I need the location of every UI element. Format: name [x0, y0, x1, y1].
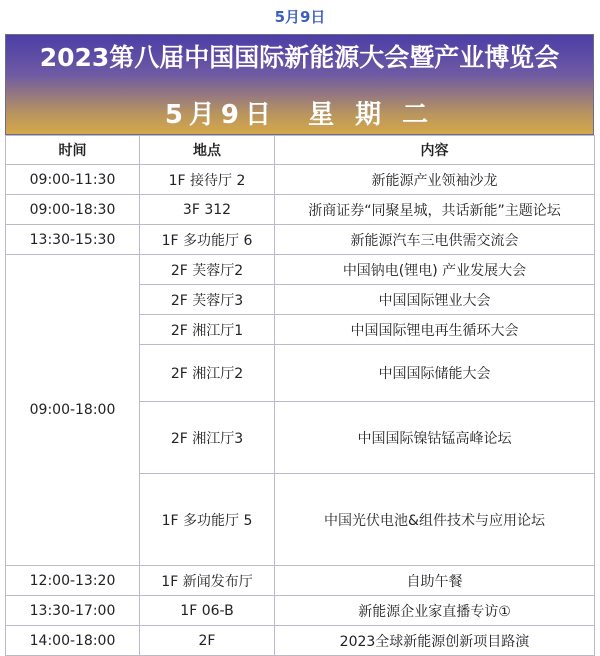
- cell-venue: 2F 芙蓉厅2: [140, 255, 275, 285]
- cell-time: 13:30-17:00: [6, 596, 140, 626]
- cell-time: 09:00-11:30: [6, 165, 140, 195]
- event-title: 2023第八届中国国际新能源大会暨产业博览会: [39, 43, 560, 72]
- cell-time: 12:00-13:20: [6, 566, 140, 596]
- cell-content: 新能源企业家直播专访①: [275, 596, 595, 626]
- banner-date: 5月9日: [164, 100, 277, 130]
- cell-venue: 2F: [140, 626, 275, 656]
- cell-venue: 1F 新闻发布厅: [140, 566, 275, 596]
- table-row: [6, 596, 595, 626]
- cell-venue: 2F 湘江厅2: [140, 345, 275, 402]
- header-content: 内容: [275, 136, 595, 165]
- cell-venue: 1F 接待厅 2: [140, 165, 275, 195]
- event-banner: [5, 34, 594, 135]
- cell-content: 中国国际锂业大会: [275, 285, 595, 315]
- banner-weekday: 星 期 二: [308, 100, 435, 130]
- cell-content: 新能源汽车三电供需交流会: [275, 225, 595, 255]
- cell-content: 浙商证券“同聚星城，共话新能”主题论坛: [275, 195, 595, 225]
- cell-time-merged: 09:00-18:00: [6, 255, 140, 566]
- cell-time: 09:00-18:30: [6, 195, 140, 225]
- cell-time: 14:00-18:00: [6, 626, 140, 656]
- table-row: [6, 195, 595, 225]
- cell-content: 自助午餐: [275, 566, 595, 596]
- cell-time: 13:30-15:30: [6, 225, 140, 255]
- cell-content: 中国国际锂电再生循环大会: [275, 315, 595, 345]
- cell-content: 中国钠电(锂电) 产业发展大会: [275, 255, 595, 285]
- cell-content: 中国国际储能大会: [275, 345, 595, 402]
- cell-venue: 1F 多功能厅 6: [140, 225, 275, 255]
- cell-venue: 1F 06-B: [140, 596, 275, 626]
- table-header-row: [6, 136, 595, 165]
- table-row: [6, 225, 595, 255]
- date-label: 5月9日: [274, 8, 326, 26]
- cell-content: 2023全球新能源创新项目路演: [275, 626, 595, 656]
- table-row: [6, 165, 595, 195]
- banner-date-line: [6, 99, 593, 131]
- cell-venue: 2F 湘江厅3: [140, 402, 275, 474]
- cell-venue: 2F 芙蓉厅3: [140, 285, 275, 315]
- cell-venue: 2F 湘江厅1: [140, 315, 275, 345]
- cell-venue: 3F 312: [140, 195, 275, 225]
- cell-content: 中国光伏电池&组件技术与应用论坛: [275, 474, 595, 566]
- table-row: [6, 566, 595, 596]
- table-row: [6, 626, 595, 656]
- cell-venue: 1F 多功能厅 5: [140, 474, 275, 566]
- schedule-table: [5, 135, 595, 656]
- header-time: 时间: [6, 136, 140, 165]
- cell-content: 中国国际镍钴锰高峰论坛: [275, 402, 595, 474]
- cell-content: 新能源产业领袖沙龙: [275, 165, 595, 195]
- table-row: [6, 255, 595, 285]
- header-venue: 地点: [140, 136, 275, 165]
